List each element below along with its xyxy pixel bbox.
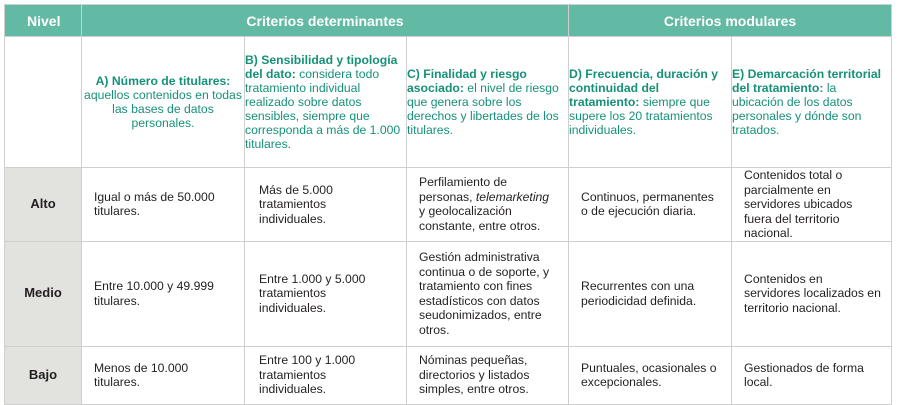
criterion-c [407, 37, 569, 168]
level-label-medio: Medio [5, 241, 82, 346]
criterion-e-desc: la ubicación de los datos personales y dónde son tratados. [732, 81, 862, 137]
table-row-alto [5, 168, 892, 242]
criterion-d-desc: siempre que supere los 20 tratamientos individuales. [569, 95, 713, 137]
criterion-a-desc: aquellos contenidos en todas las bases de datos personales. [84, 88, 242, 130]
cell-bajo-d: Puntuales, ocasionales o excepcionales. [569, 346, 732, 404]
cell-medio-e: Contenidos en servidores localizados en territorio nacional. [732, 241, 892, 346]
cell-alto-c [407, 168, 569, 242]
cell-bajo-c: Nóminas pequeñas, directorios y listados simples, entre otros. [407, 346, 569, 404]
cell-bajo-e: Gestionados de forma local. [732, 346, 892, 404]
header-criterios-determinantes: Criterios determinantes [82, 5, 569, 37]
level-label-alto: Alto [5, 168, 82, 242]
cell-alto-e: Contenidos total o parcialmente en servidores ubicados fuera del territorio nacional. [732, 168, 892, 242]
criterion-b [245, 37, 407, 168]
criterion-d-title: D) Frecuencia, duración y continuidad del tratamiento: [569, 67, 719, 109]
cell-alto-c-italic: telemarketing [475, 189, 550, 204]
criteria-row [5, 37, 892, 168]
cell-alto-c-pre: Perfilamiento de personas, [419, 175, 508, 204]
cell-bajo-b: Entre 100 y 1.000 tratamientos individuales. [245, 346, 407, 404]
table-header-row [5, 5, 892, 37]
risk-levels-table [4, 4, 892, 405]
criterion-c-title: C) Finalidad y riesgo asociado: [407, 67, 527, 95]
table-row-medio [5, 241, 892, 346]
criterion-c-desc: el nivel de riesgo que genera sobre los derechos y libertades de los titulares. [407, 81, 559, 137]
cell-bajo-a: Menos de 10.000 titulares. [82, 346, 245, 404]
criterion-a [82, 37, 245, 168]
cell-alto-b: Más de 5.000 tratamientos individuales. [245, 168, 407, 242]
criterion-a-title: A) Número de titulares: [95, 74, 231, 88]
cell-alto-c-post: y geolocalización constante, entre otros. [419, 204, 541, 233]
cell-medio-c: Gestión administrativa continua o de soporte, y tratamiento con fines estadísticos con datos seudonimizados, entre otros. [407, 241, 569, 346]
cell-medio-d: Recurrentes con una periodicidad definida. [569, 241, 732, 346]
criterion-e [732, 37, 892, 168]
criterion-b-title: B) Sensibilidad y tipología del dato: [245, 53, 398, 81]
cell-medio-b: Entre 1.000 y 5.000 tratamientos individuales. [245, 241, 407, 346]
criterion-e-title: E) Demarcación territorial del tratamiento: [732, 67, 882, 95]
cell-medio-a: Entre 10.000 y 49.999 titulares. [82, 241, 245, 346]
level-label-bajo: Bajo [5, 346, 82, 404]
header-nivel: Nivel [5, 5, 82, 37]
cell-alto-a: Igual o más de 50.000 titulares. [82, 168, 245, 242]
criterion-b-desc: considera todo tratamiento individual realizado sobre datos sensibles, siempre que corresponda a más de 1.000 titulares. [245, 67, 401, 151]
criteria-blank-cell [5, 37, 82, 168]
cell-alto-d: Continuos, permanentes o de ejecución diaria. [569, 168, 732, 242]
header-criterios-modulares: Criterios modulares [569, 5, 892, 37]
criterion-d [569, 37, 732, 168]
table-row-bajo [5, 346, 892, 404]
